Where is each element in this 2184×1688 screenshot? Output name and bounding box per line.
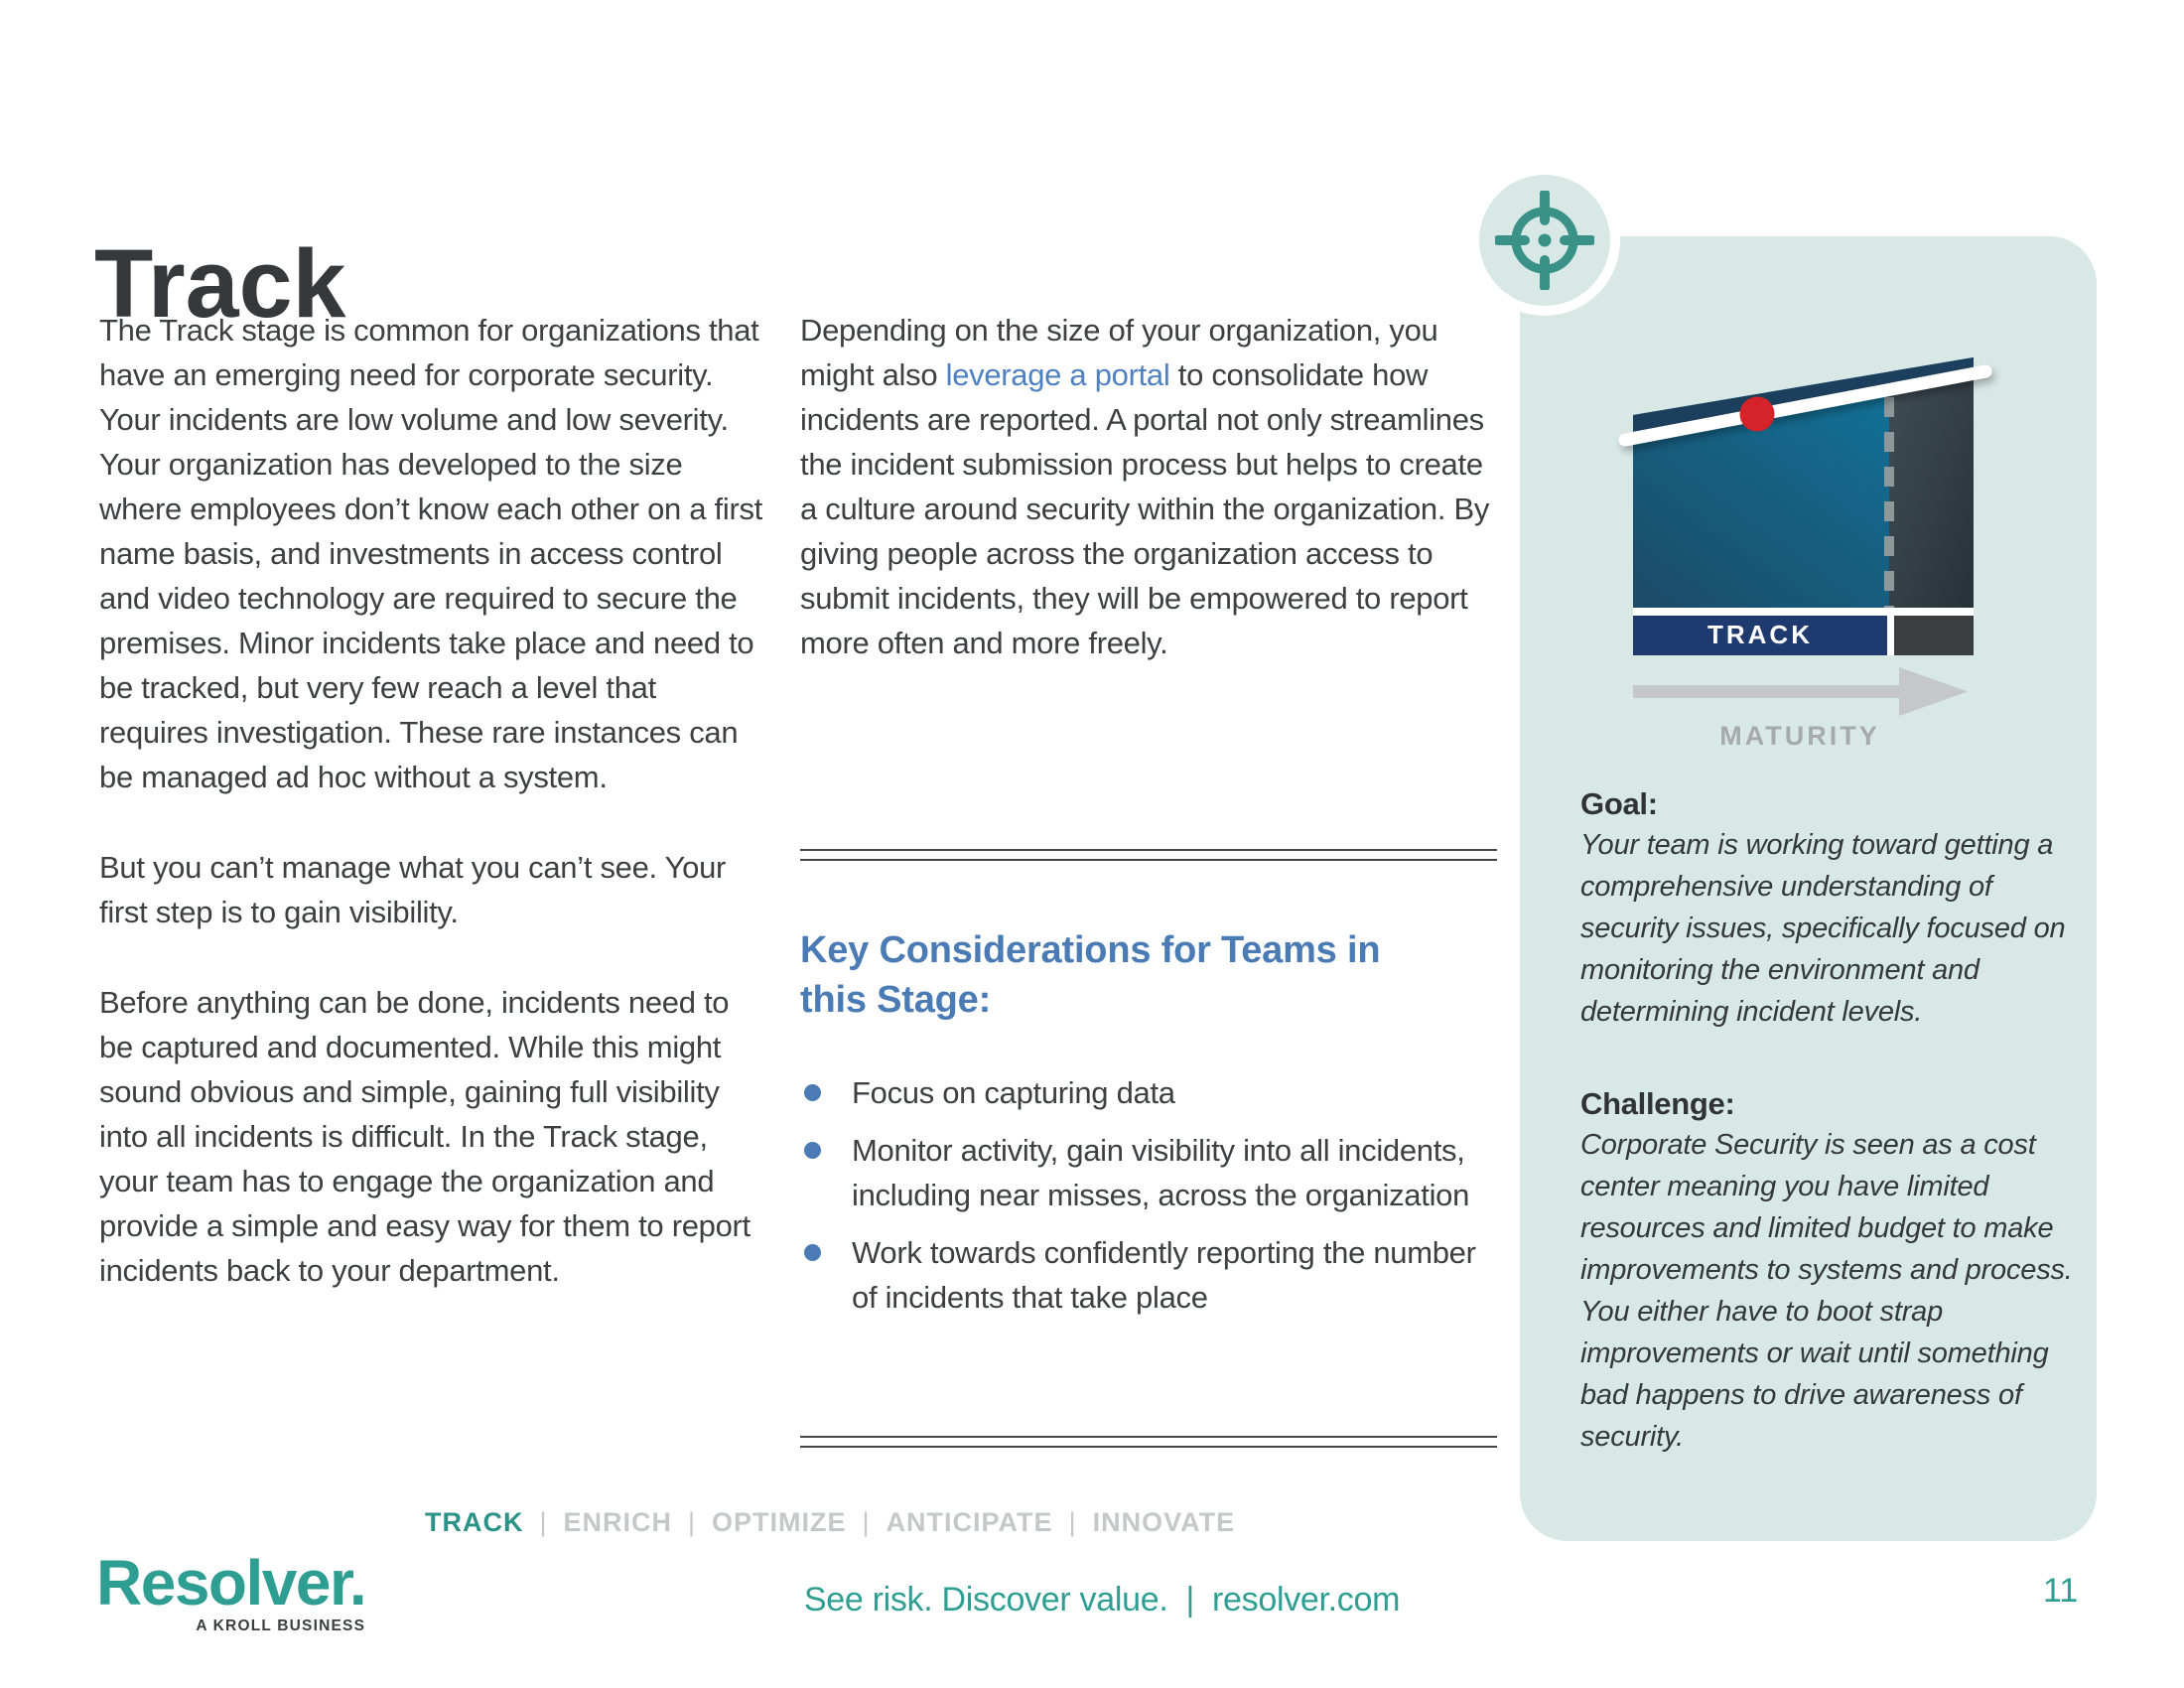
- paragraph: But you can’t manage what you can’t see. Your first step is to gain visibility.: [99, 850, 727, 929]
- nav-stage-innovate[interactable]: INNOVATE: [1092, 1507, 1236, 1537]
- website-link[interactable]: resolver.com: [1212, 1581, 1401, 1618]
- page-number: 11: [2043, 1572, 2079, 1610]
- goal-section: [1580, 784, 2077, 1033]
- list-item: [800, 1128, 1495, 1217]
- goal-label: Goal:: [1580, 786, 1658, 821]
- maturity-stage-chart: [1598, 328, 2095, 804]
- stage-navigation: [425, 1507, 1235, 1537]
- section-divider: [800, 1436, 1497, 1448]
- tagline-text: See risk. Discover value.: [803, 1581, 1168, 1618]
- target-icon: [1495, 191, 1594, 290]
- nav-separator: |: [539, 1507, 548, 1537]
- paragraph-text: Depending on the size of your organization, you might also: [800, 313, 1438, 392]
- maturity-arrow-shaft: [1633, 685, 1899, 698]
- left-text-column: [99, 308, 766, 1338]
- stage-area-next: [1889, 357, 1974, 608]
- middle-text-column: [800, 308, 1495, 665]
- paragraph-text: to consolidate how incidents are reported. A portal not only streamlines the incident submission process but helps to create a culture around security within the organization. By giving people across the organization access to submit incidents, they will be empowered to report more often and more freely.: [800, 357, 1490, 660]
- nav-stage-anticipate[interactable]: ANTICIPATE: [886, 1507, 1053, 1537]
- challenge-section: [1580, 1084, 2077, 1458]
- goal-text: Your team is working toward getting a comprehensive understanding of security issues, specifically focused on monitoring the environment and determining incident levels.: [1580, 829, 2066, 1028]
- nav-stage-optimize[interactable]: OPTIMIZE: [712, 1507, 847, 1537]
- list-item-text: Work towards confidently reporting the number of incidents that take place: [852, 1235, 1476, 1315]
- nav-separator: |: [862, 1507, 871, 1537]
- nav-stage-track[interactable]: TRACK: [425, 1507, 524, 1537]
- nav-separator: |: [1068, 1507, 1077, 1537]
- leverage-portal-link[interactable]: leverage a portal: [945, 357, 1170, 392]
- list-item-text: Focus on capturing data: [852, 1075, 1175, 1110]
- list-item-text: Monitor activity, gain visibility into all incidents, including near misses, across the organization: [852, 1133, 1470, 1212]
- key-considerations-list: [800, 1070, 1495, 1333]
- nav-stage-enrich[interactable]: ENRICH: [563, 1507, 673, 1537]
- bullet-icon: [804, 1084, 821, 1101]
- challenge-text: Corporate Security is seen as a cost center meaning you have limited resources and limited budget to make improvements to systems and process. You either have to boot strap improvements or wait until something bad happens to drive awareness of security.: [1580, 1129, 2073, 1453]
- maturity-arrow-head: [1899, 667, 1968, 716]
- stage-bar-next: [1894, 616, 1974, 655]
- resolver-logo: [96, 1547, 366, 1635]
- page-title: Track: [94, 228, 346, 338]
- stage-bar-label: TRACK: [1707, 620, 1813, 649]
- footer-tagline: [784, 1581, 1420, 1619]
- logo-subtitle: A KROLL BUSINESS: [196, 1618, 366, 1634]
- nav-separator: |: [688, 1507, 697, 1537]
- challenge-label: Challenge:: [1580, 1086, 1735, 1121]
- maturity-axis-label: MATURITY: [1719, 721, 1880, 751]
- bullet-icon: [804, 1142, 821, 1159]
- paragraph: [800, 308, 1495, 665]
- logo-wordmark: Resolver.: [96, 1547, 366, 1618]
- paragraph: Before anything can be done, incidents need to be captured and documented. While this might sound obvious and simple, gaining full visibility into all incidents is difficult. In the Track stage, your team has to engage the organization and provide a simple and easy way for them to report incidents back to your department.: [99, 985, 751, 1288]
- paragraph: The Track stage is common for organizations that have an emerging need for corporate security. Your incidents are low volume and low severity. Your organization has developed to the size where employees don’t know each other on a first name basis, and investments in access control and video technology are required to secure the premises. Minor incidents take place and need to be tracked, but very few reach a level that requires investigation. These rare instances can be managed ad hoc without a system.: [99, 313, 762, 794]
- list-item: [800, 1070, 1495, 1115]
- section-divider: [800, 849, 1497, 861]
- list-item: [800, 1230, 1495, 1320]
- current-stage-marker: [1740, 397, 1775, 432]
- key-considerations-heading: Key Considerations for Teams in this Stage:: [800, 929, 1381, 1021]
- tagline-separator: |: [1185, 1581, 1195, 1618]
- bullet-icon: [804, 1244, 821, 1261]
